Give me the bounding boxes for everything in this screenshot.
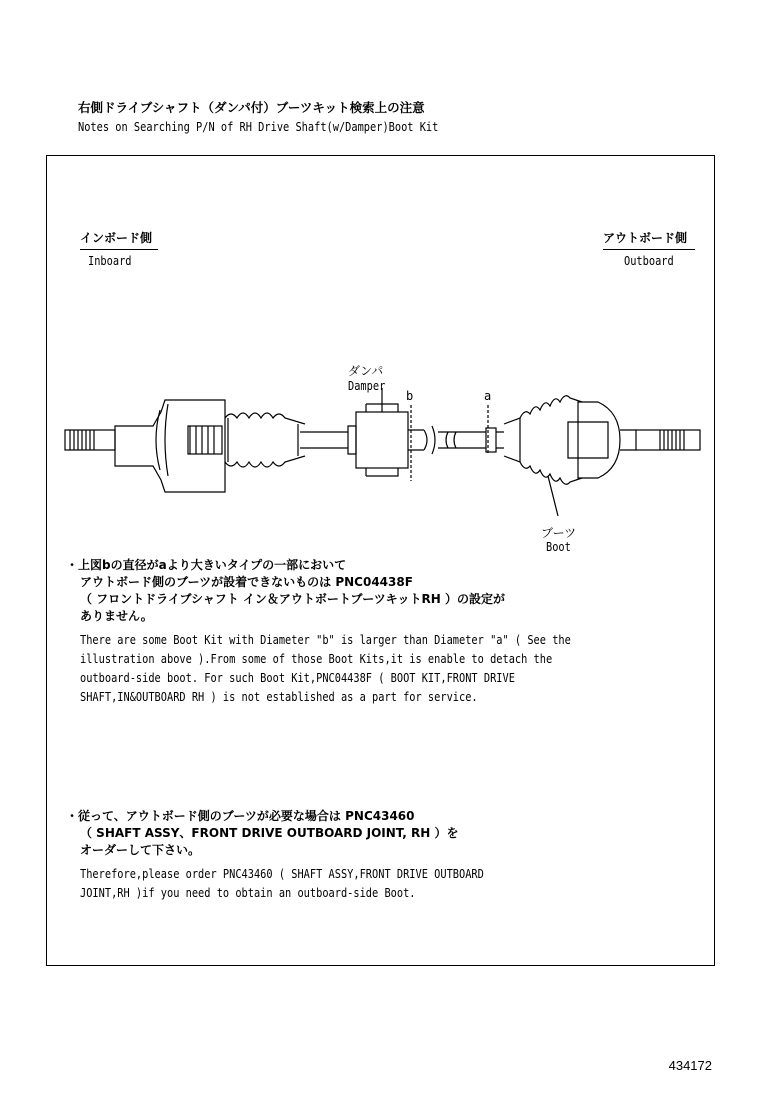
note-1 xyxy=(66,557,650,707)
inboard-spline xyxy=(65,430,115,450)
note-1-en-line: illustration above ).From some of those Boot Kits,it is enable to detach the xyxy=(80,652,553,666)
damper-label-en: Damper xyxy=(348,379,386,393)
inboard-joint-housing xyxy=(115,400,225,492)
note-2-jp-line: ・従って、アウトボード側のブーツが必要な場合は PNC43460 xyxy=(66,809,415,823)
inboard-label-jp: インボード側 xyxy=(80,231,153,245)
outboard-joint xyxy=(568,402,636,478)
note-2-jp-line: オーダーして下さい。 xyxy=(80,843,201,857)
note-2-en-line: JOINT,RH )if you need to obtain an outboard-side Boot. xyxy=(80,886,416,900)
boot-label-jp: ブーツ xyxy=(541,526,577,540)
note-1-jp-line: ありません。 xyxy=(80,609,153,623)
page-title-en: Notes on Searching P/N of RH Drive Shaft(w/Damper)Boot Kit xyxy=(78,120,439,134)
outboard-boot xyxy=(504,396,582,485)
note-1-jp-line: アウトボード側のブーツが設着できないものは PNC04438F xyxy=(80,575,413,589)
page-title-jp: 右側ドライブシャフト（ダンパ付）ブーツキット検索上の注意 xyxy=(78,100,425,115)
note-2-en-line: Therefore,please order PNC43460 ( SHAFT ASSY,FRONT DRIVE OUTBOARD xyxy=(80,867,484,881)
main-shaft xyxy=(300,432,348,448)
outboard-spline xyxy=(636,430,700,450)
note-1-en-line: outboard-side boot. For such Boot Kit,PNC04438F ( BOOT KIT,FRONT DRIVE xyxy=(80,671,515,685)
note-2-jp-line: （ SHAFT ASSY、FRONT DRIVE OUTBOARD JOINT, RH ）を xyxy=(80,826,459,840)
inboard-label-en: Inboard xyxy=(88,254,132,268)
diameter-a-section xyxy=(486,428,504,452)
outboard-label-jp: アウトボード側 xyxy=(603,231,688,245)
diameter-b-section xyxy=(424,426,486,454)
boot-leader-line xyxy=(548,476,558,516)
note-1-en-line: There are some Boot Kit with Diameter "b" is larger than Diameter "a" ( See the xyxy=(80,633,571,647)
outboard-underline xyxy=(603,249,695,250)
diameter-a-label: a xyxy=(484,389,492,403)
boot-label-en: Boot xyxy=(546,540,571,554)
inboard-underline xyxy=(80,249,158,250)
note-2 xyxy=(66,808,650,903)
note-1-jp-line: （ フロントドライブシャフト イン＆アウトボートブーツキットRH ）の設定が xyxy=(80,592,505,606)
note-1-jp-line: ・上図bの直径がaより大きいタイプの一部において xyxy=(66,558,347,572)
diameter-b-label: b xyxy=(406,389,414,403)
inboard-boot xyxy=(225,413,305,467)
note-1-en-line: SHAFT,IN&OUTBOARD RH ) is not established as a part for service. xyxy=(80,690,478,704)
outboard-label-en: Outboard xyxy=(624,254,674,268)
document-number: 434172 xyxy=(668,1058,712,1073)
damper xyxy=(348,404,424,476)
damper-label-jp: ダンパ xyxy=(348,364,384,378)
drive-shaft-illustration xyxy=(60,360,710,530)
